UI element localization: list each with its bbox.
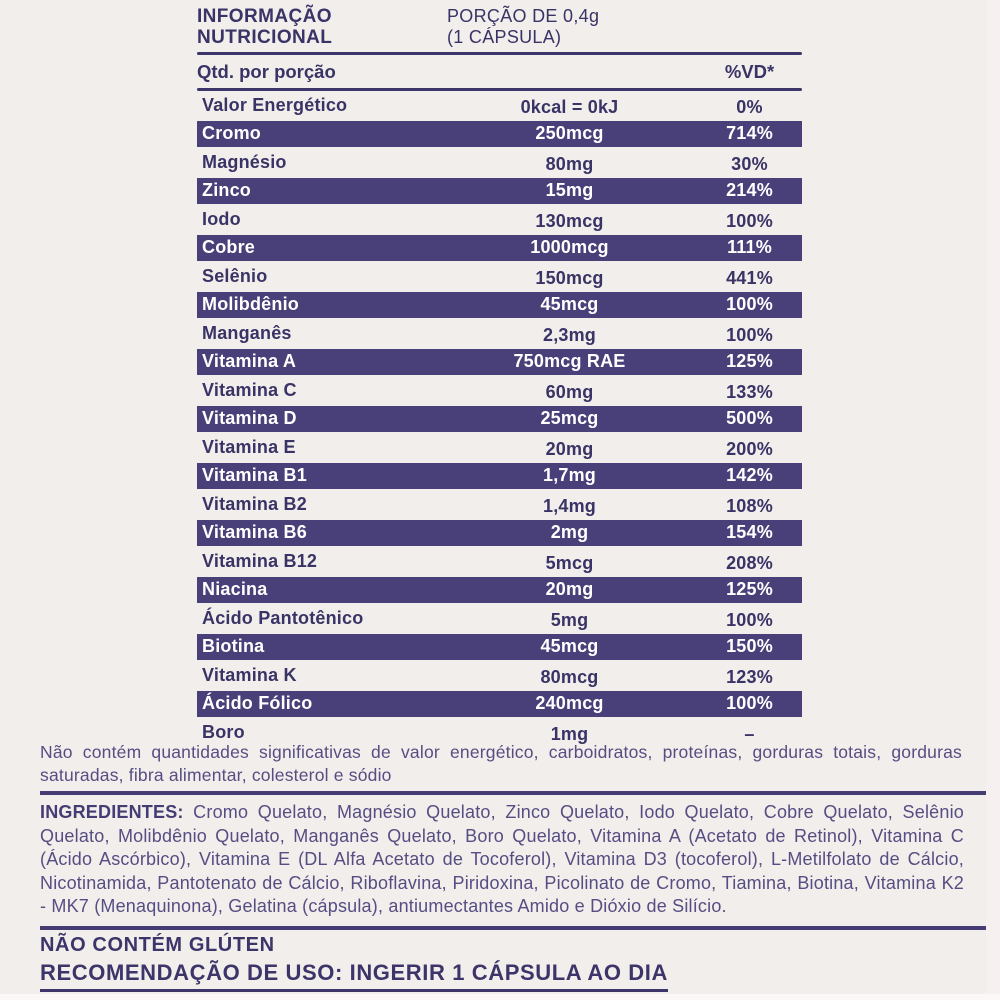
nutrient-amount: 45mcg <box>540 294 599 315</box>
table-header <box>197 6 802 52</box>
nutrient-name: Valor Energético <box>202 94 348 115</box>
nutrient-amount: 45mcg <box>540 636 599 657</box>
nutrient-amount: 25mcg <box>540 408 599 429</box>
nutrient-row <box>197 661 802 690</box>
nutrient-name: Vitamina C <box>202 379 297 400</box>
nutrient-daily-value: 100% <box>726 210 773 231</box>
nutrient-row <box>197 205 802 234</box>
table-title-line2: NUTRICIONAL <box>197 27 333 48</box>
nutrient-name: Niacina <box>202 579 268 600</box>
page-edge-right <box>986 0 1000 1000</box>
nutrient-amount: 240mcg <box>535 693 604 714</box>
nutrient-amount: 15mg <box>545 180 594 201</box>
nutrient-daily-value: 100% <box>726 693 773 714</box>
nutrient-row <box>197 405 802 434</box>
nutrient-amount: 1mg <box>550 723 589 744</box>
qty-per-serving-label: Qtd. por porção <box>197 60 336 82</box>
nutrient-name: Vitamina E <box>202 436 296 457</box>
nutrient-daily-value: 100% <box>726 324 773 345</box>
nutrient-row <box>197 177 802 206</box>
nutrient-amount: 1,4mg <box>542 495 597 516</box>
table-title-line1: INFORMAÇÃO <box>197 6 332 27</box>
nutrient-daily-value: 125% <box>726 351 773 372</box>
nutrient-name: Molibdênio <box>202 294 299 315</box>
nutrient-amount: 20mg <box>545 438 594 459</box>
nutrient-amount: 130mcg <box>535 210 604 231</box>
nutrient-daily-value: 123% <box>726 666 773 687</box>
nutrient-daily-value: 125% <box>726 579 773 600</box>
nutrient-daily-value: 100% <box>726 609 773 630</box>
nutrient-daily-value: 441% <box>726 267 773 288</box>
nutrient-amount: 2,3mg <box>542 324 597 345</box>
nutrient-name: Cromo <box>202 123 261 144</box>
nutrient-amount: 1000mcg <box>530 237 609 258</box>
nutrient-daily-value: 714% <box>726 123 773 144</box>
nutrient-amount: 5mg <box>550 609 589 630</box>
no-significant-amounts-note: Não contém quantidades significativas de valor energético, carboidratos, proteínas, gorduras totais, gorduras saturadas, fibra alimentar, colesterol e sódio <box>40 742 962 785</box>
nutrient-amount: 20mg <box>545 579 594 600</box>
nutrient-daily-value: 154% <box>726 522 773 543</box>
nutrition-table <box>197 6 802 747</box>
nutrient-daily-value: 30% <box>731 153 768 174</box>
nutrient-row <box>197 148 802 177</box>
nutrient-name: Ácido Pantotênico <box>202 607 364 628</box>
page-edge-bottom <box>0 994 1000 1000</box>
nutrient-amount: 250mcg <box>535 123 604 144</box>
daily-value-label: %VD* <box>724 60 775 82</box>
nutrient-amount: 2mg <box>550 522 589 543</box>
nutrient-daily-value: 500% <box>726 408 773 429</box>
portion-info <box>447 6 599 48</box>
nutrient-amount: 150mcg <box>535 267 604 288</box>
divider-ingredients-top <box>40 791 986 795</box>
divider-ingredients-bottom <box>40 926 986 930</box>
nutrient-row <box>197 262 802 291</box>
ingredients-label: INGREDIENTES: <box>40 802 184 822</box>
nutrient-name: Boro <box>202 721 245 742</box>
nutrient-name: Iodo <box>202 208 241 229</box>
nutrient-row <box>197 633 802 662</box>
table-title <box>197 6 447 48</box>
nutrient-amount: 60mg <box>545 381 594 402</box>
column-header-row <box>197 55 802 88</box>
nutrient-amount: 1,7mg <box>542 465 597 486</box>
nutrient-daily-value: 214% <box>726 180 773 201</box>
nutrient-name: Vitamina A <box>202 351 297 372</box>
nutrient-daily-value: 200% <box>726 438 773 459</box>
usage-recommendation: RECOMENDAÇÃO DE USO: INGERIR 1 CÁPSULA AO DIA <box>40 960 668 992</box>
portion-line2: (1 CÁPSULA) <box>447 27 562 47</box>
nutrient-name: Magnésio <box>202 151 287 172</box>
nutrient-name: Cobre <box>202 237 256 258</box>
nutrient-amount: 80mg <box>545 153 594 174</box>
nutrient-row <box>197 519 802 548</box>
nutrient-row <box>197 690 802 719</box>
nutrient-name: Vitamina B2 <box>202 493 307 514</box>
nutrient-row <box>197 319 802 348</box>
nutrient-daily-value: 208% <box>726 552 773 573</box>
nutrient-amount: 5mcg <box>545 552 594 573</box>
portion-line1: PORÇÃO DE 0,4g <box>447 6 600 26</box>
nutrient-row <box>197 234 802 263</box>
nutrient-name: Selênio <box>202 265 268 286</box>
nutrient-name: Zinco <box>202 180 251 201</box>
nutrient-row <box>197 547 802 576</box>
nutrient-daily-value: 133% <box>726 381 773 402</box>
nutrient-amount: 0kcal = 0kJ <box>520 96 619 117</box>
nutrient-name: Vitamina B12 <box>202 550 318 571</box>
nutrient-row <box>197 376 802 405</box>
gluten-free-statement: NÃO CONTÉM GLÚTEN <box>40 934 275 956</box>
nutrient-daily-value: 150% <box>726 636 773 657</box>
energy-row <box>197 91 802 120</box>
nutrient-name: Vitamina D <box>202 408 297 429</box>
nutrient-amount: 80mcg <box>540 666 599 687</box>
nutrient-name: Biotina <box>202 636 265 657</box>
nutrition-rows <box>197 120 802 747</box>
nutrient-amount: 750mcg RAE <box>513 351 626 372</box>
nutrient-row <box>197 462 802 491</box>
nutrient-daily-value: – <box>744 723 755 744</box>
ingredients-text: Cromo Quelato, Magnésio Quelato, Zinco Quelato, Iodo Quelato, Cobre Quelato, Selênio Quelato, Molibdênio Quelato, Manganês Quelato, Boro Quelato, Vitamina A (Acetato de Retinol), Vitamina C (Ácido Ascórbico), Vitamina E (DL Alfa Acetato de Tocoferol), Vitamina D3 (tocoferol), L-Metilfolato de Cálcio, Nicotinamida, Pantotenato de Cálcio, Riboflavina, Piridoxina, Picolinato de Cromo, Tiamina, Biotina, Vitamina K2 - MK7 (Menaquinona), Gelatina (cápsula), antiumectantes Amido e Dióxio de Silício. <box>40 802 964 916</box>
nutrient-row <box>197 604 802 633</box>
nutrient-daily-value: 100% <box>726 294 773 315</box>
nutrient-daily-value: 108% <box>726 495 773 516</box>
nutrient-name: Manganês <box>202 322 292 343</box>
ingredients-paragraph <box>40 801 964 919</box>
nutrient-row <box>197 433 802 462</box>
nutrient-daily-value: 111% <box>727 237 772 258</box>
nutrient-name: Vitamina B6 <box>202 522 307 543</box>
nutrient-name: Vitamina B1 <box>202 465 307 486</box>
nutrient-daily-value: 142% <box>726 465 773 486</box>
nutrient-name: Vitamina K <box>202 664 297 685</box>
nutrient-row <box>197 576 802 605</box>
nutrient-name: Ácido Fólico <box>202 693 313 714</box>
nutrient-daily-value: 0% <box>736 96 763 117</box>
nutrient-row <box>197 348 802 377</box>
nutrient-row <box>197 291 802 320</box>
nutrient-row <box>197 120 802 149</box>
nutrient-row <box>197 490 802 519</box>
